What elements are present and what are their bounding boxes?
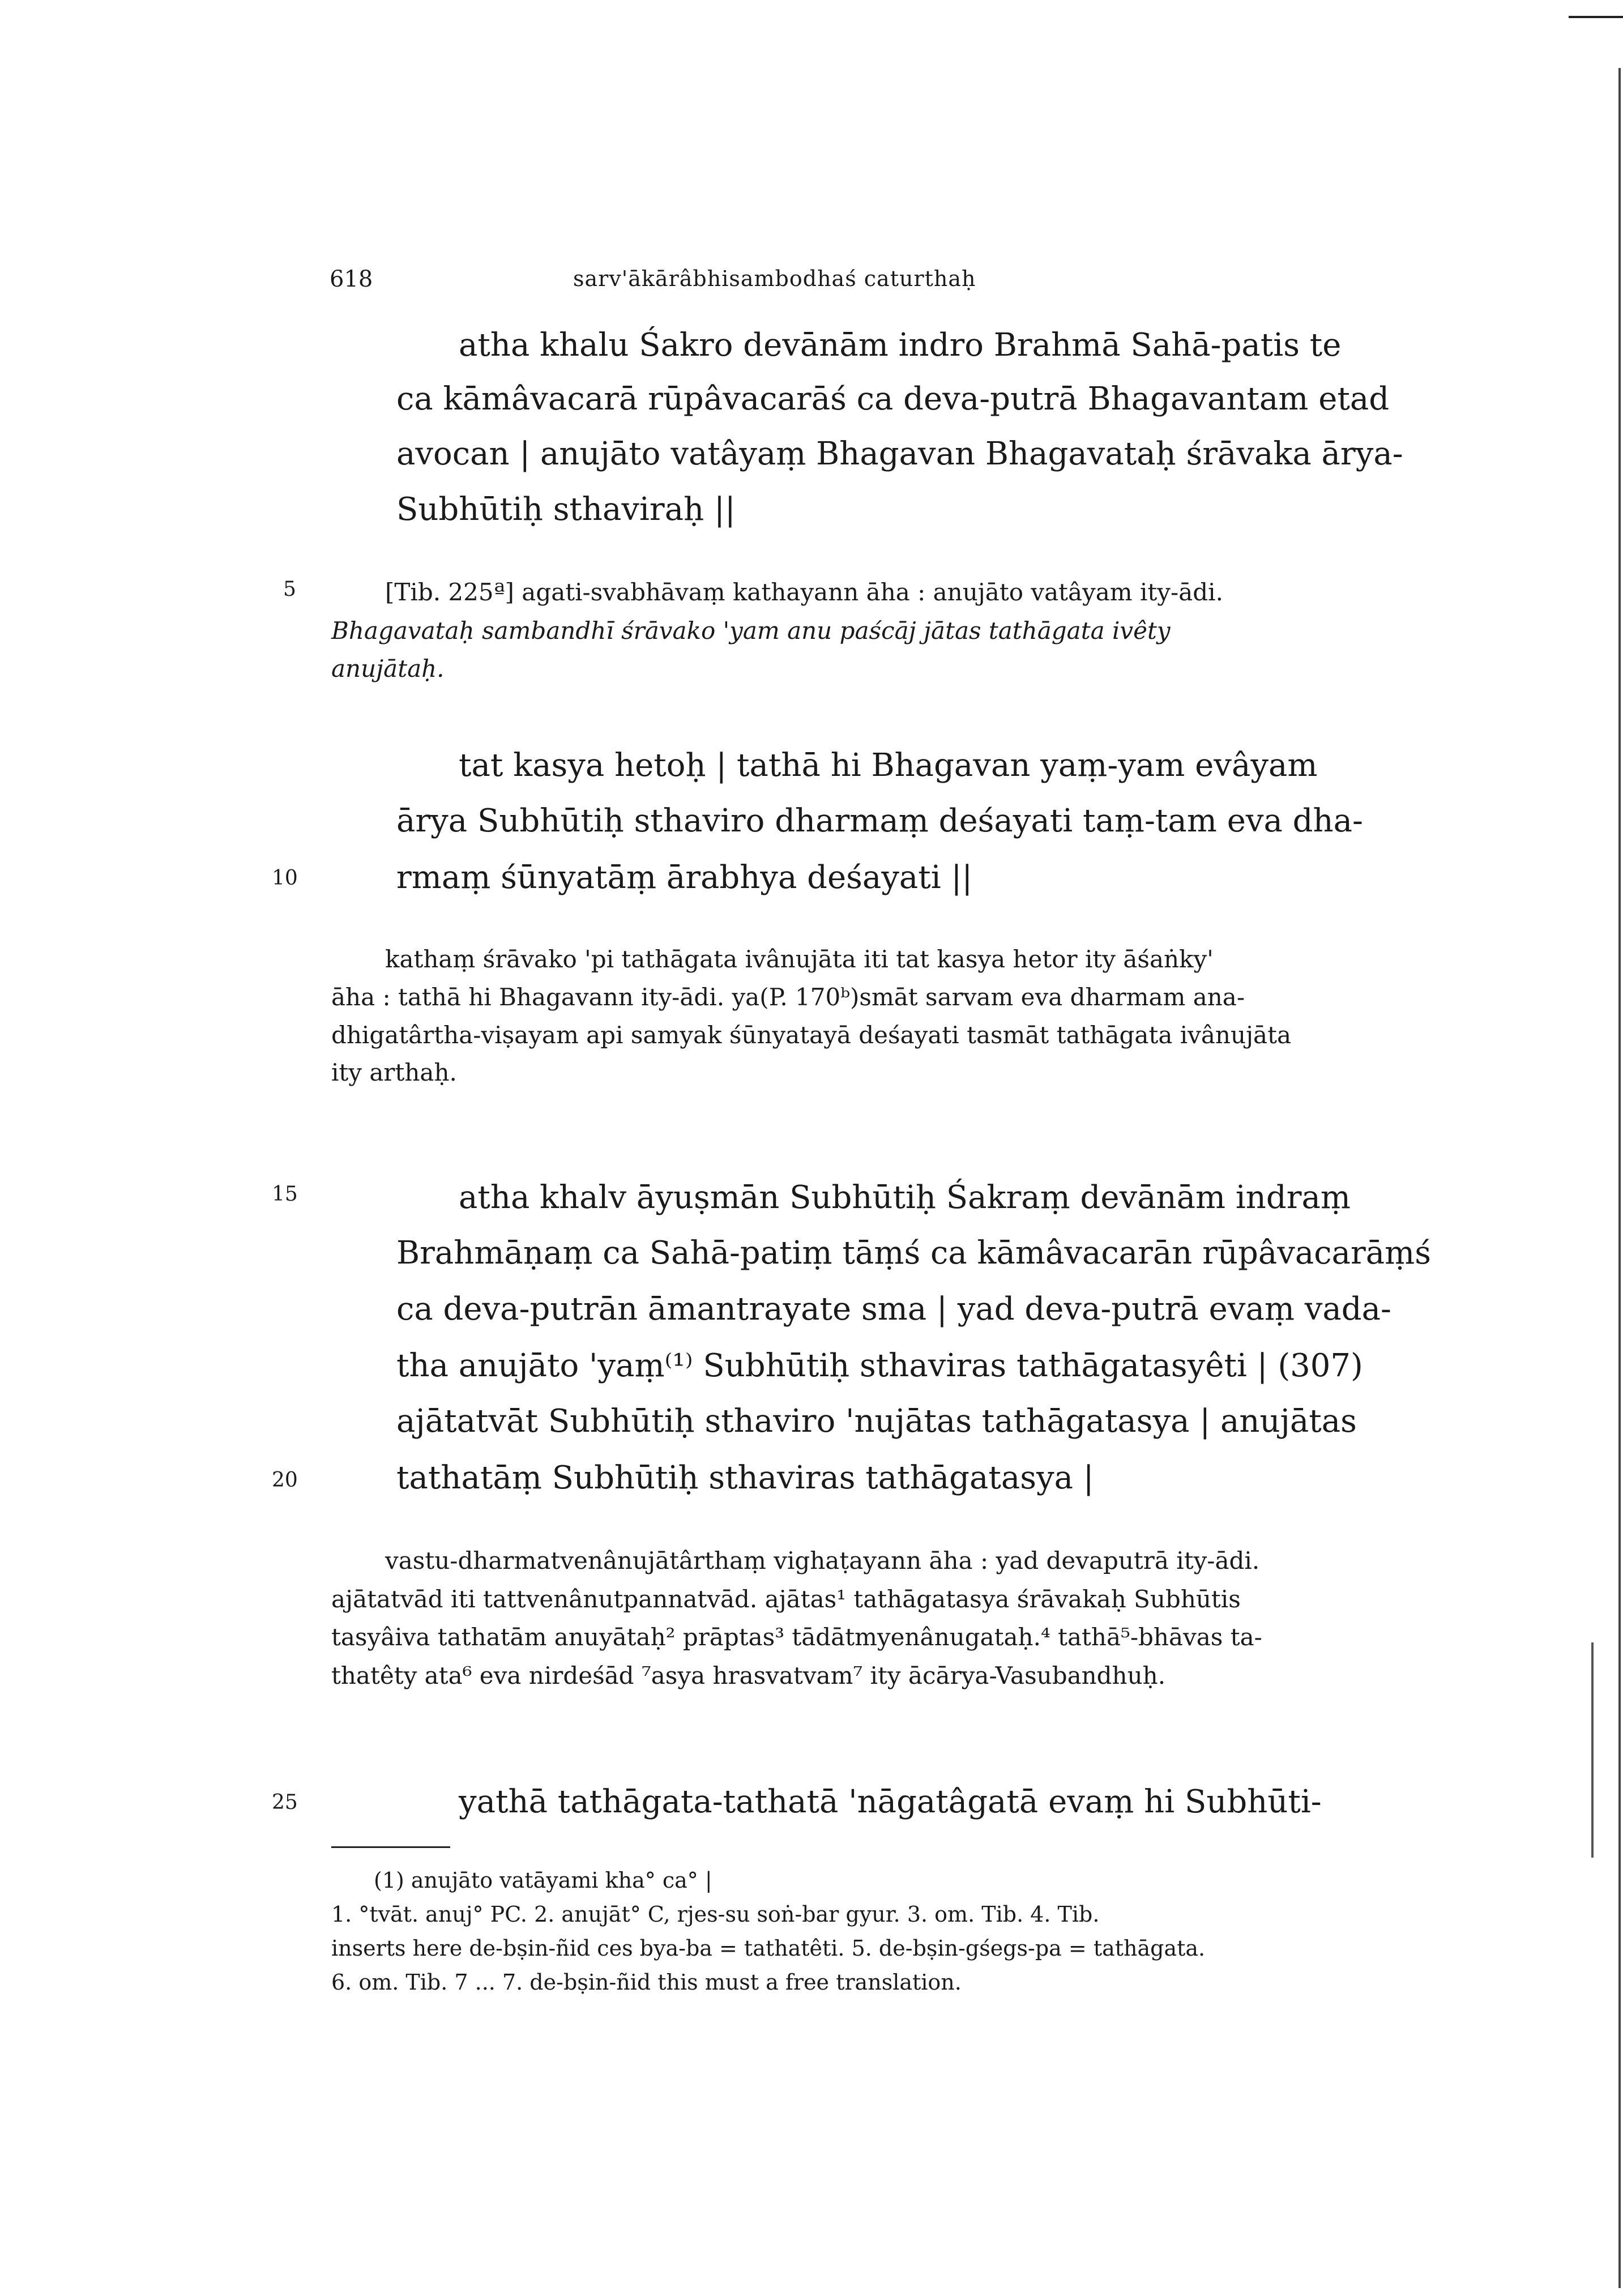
- footnote-line: (1) anujāto vatāyami kha° ca° |: [374, 1868, 712, 1893]
- line-number: 10: [272, 867, 298, 890]
- footnote-line: inserts here de-bṣin-ñid ces bya-ba = tathatêti. 5. de-bṣin-gśegs-pa = tathāgata.: [331, 1936, 1206, 1961]
- commentary-line: Bhagavataḥ sambandhī śrāvako 'yam anu paścāj jātas tathāgata ivêty: [331, 617, 1171, 645]
- commentary-line: vastu-dharmatvenânujātârthaṃ vighaṭayann āha : yad devaputrā ity-ādi.: [385, 1547, 1260, 1574]
- root-text-line: avocan | anujāto vatâyaṃ Bhagavan Bhagavataḥ śrāvaka ārya-: [396, 436, 1403, 472]
- line-number: 25: [272, 1791, 298, 1814]
- root-text-line: ajātatvāt Subhūtiḥ sthaviro 'nujātas tathāgatasya | anujātas: [396, 1403, 1357, 1440]
- root-text-line: ārya Subhūtiḥ sthaviro dharmaṃ deśayati taṃ-tam eva dha-: [396, 803, 1363, 839]
- commentary-line: tasyâiva tathatām anuyātaḥ² prāptas³ tādātmyenânugataḥ.⁴ tathā⁵-bhāvas ta-: [331, 1623, 1262, 1651]
- commentary-line: kathaṃ śrāvako 'pi tathāgata ivânujāta iti tat kasya hetor ity āśaṅky': [385, 945, 1214, 973]
- root-text-line: tat kasya hetoḥ | tathā hi Bhagavan yaṃ-yam evâyam: [459, 747, 1318, 784]
- footnote-line: 6. om. Tib. 7 ... 7. de-bṣin-ñid this must a free translation.: [331, 1970, 962, 1995]
- root-text-line: Brahmāṇaṃ ca Sahā-patiṃ tāṃś ca kāmâvacarān rūpâvacarāṃś: [396, 1235, 1431, 1271]
- footnote-rule: [331, 1846, 450, 1848]
- line-number: 20: [272, 1469, 298, 1492]
- page-number: 618: [330, 266, 373, 292]
- commentary-line: thatêty ata⁶ eva nirdeśād ⁷asya hrasvatvam⁷ ity ācārya-Vasubandhuḥ.: [331, 1662, 1166, 1689]
- root-text-line: rmaṃ śūnyatāṃ ārabhya deśayati ||: [396, 859, 973, 896]
- commentary-line: dhigatârtha-viṣayam api samyak śūnyatayā deśayati tasmāt tathāgata ivânujāta: [331, 1021, 1291, 1049]
- commentary-line: ity arthaḥ.: [331, 1059, 457, 1086]
- scan-edge-line-right: [1618, 68, 1621, 2288]
- root-text-line: ca deva-putrān āmantrayate sma | yad deva-putrā evaṃ vada-: [396, 1291, 1391, 1328]
- scan-edge-line-top: [1569, 16, 1623, 18]
- root-text-line: tha anujāto 'yaṃ⁽¹⁾ Subhūtiḥ sthaviras tathāgatasyêti | (307): [396, 1347, 1363, 1384]
- root-text-line: yathā tathāgata-tathatā 'nāgatâgatā evaṃ hi Subhūti-: [459, 1783, 1322, 1820]
- root-text-line: tathatāṃ Subhūtiḥ sthaviras tathāgatasya |: [396, 1459, 1094, 1496]
- scan-edge-mark: [1591, 1642, 1594, 1858]
- root-text-line: atha khalv āyuṣmān Subhūtiḥ Śakraṃ devānām indraṃ: [459, 1179, 1351, 1216]
- running-title: sarv'ākārâbhisambodhaś caturthaḥ: [573, 266, 976, 291]
- commentary-line: [Tib. 225ª] agati-svabhāvaṃ kathayann āha : anujāto vatâyam ity-ādi.: [385, 578, 1223, 606]
- root-text-line: atha khalu Śakro devānām indro Brahmā Sahā-patis te: [459, 327, 1342, 364]
- root-text-line: Subhūtiḥ sthaviraḥ ||: [396, 491, 736, 528]
- line-number: 15: [272, 1183, 298, 1206]
- line-number: 5: [283, 578, 296, 601]
- root-text-line: ca kāmâvacarā rūpâvacarāś ca deva-putrā Bhagavantam etad: [396, 381, 1390, 417]
- footnote-line: 1. °tvāt. anuj° PC. 2. anujāt° C, rjes-su soṅ-bar gyur. 3. om. Tib. 4. Tib.: [331, 1902, 1100, 1927]
- commentary-line: āha : tathā hi Bhagavann ity-ādi. ya(P. 170ᵇ)smāt sarvam eva dharmam ana-: [331, 983, 1245, 1011]
- commentary-line: anujātaḥ.: [331, 655, 445, 682]
- commentary-line: ajātatvād iti tattvenânutpannatvād. ajātas¹ tathāgatasya śrāvakaḥ Subhūtis: [331, 1585, 1241, 1613]
